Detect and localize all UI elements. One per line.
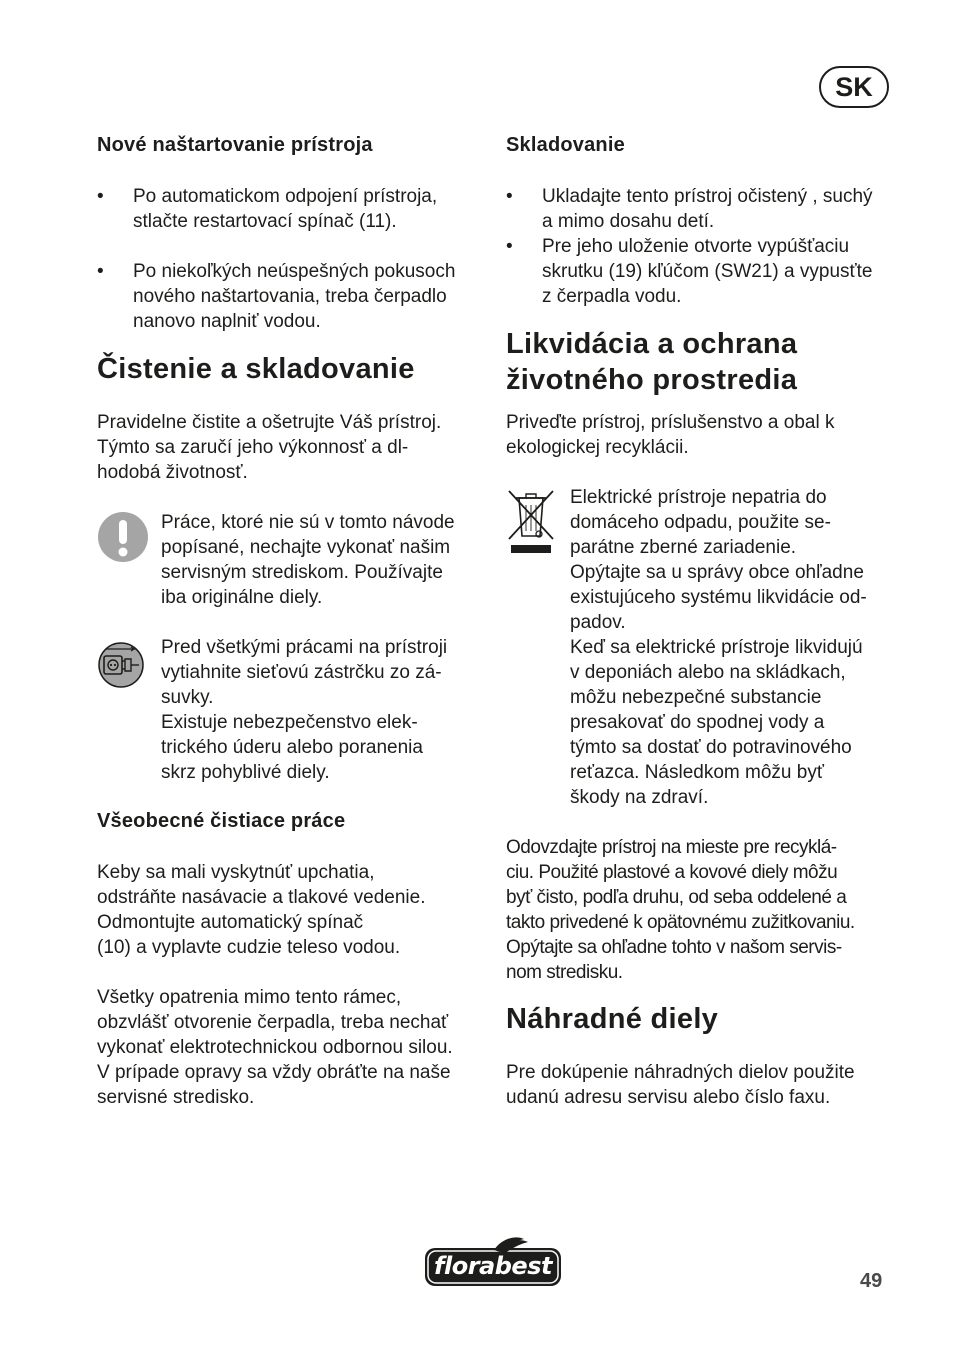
restart-bullet-2: • Po niekoľkých neúspešných pokusoch nového naštartovania, treba čerpadlo nanovo naplniť vodou. — [97, 261, 456, 332]
unplug-icon — [98, 642, 144, 688]
storage-heading: Skladovanie — [506, 134, 625, 156]
page-number: 49 — [860, 1270, 883, 1292]
crossed-bin-icon — [506, 488, 556, 556]
restart-bullet-1: • Po automatickom odpojení prístroja, stlačte restartovací spínač (11). — [97, 186, 438, 232]
logo-wordmark: florabest — [434, 1252, 552, 1280]
exclamation-icon — [98, 512, 148, 562]
weee-note: Elektrické prístroje nepatria do domáceho odpadu, použite se- parátne zberné zariadenie. Opýtajte sa u správy obce ohľadne existujúceho systému likvidácie od- padov. Keď sa elektrické prístroje likvidujú v deponiách alebo na skládkach, môžu nebezpečné substancie presakovať do spodnej vody a týmto sa dostať do potravinového reťazca. Následkom môžu byť škody na zdraví. — [570, 487, 867, 808]
storage-bullet-1: • Ukladajte tento prístroj očistený , suchý a mimo dosahu detí. — [506, 186, 873, 232]
spare-parts-text: Pre dokúpenie náhradných dielov použite udanú adresu servisu alebo číslo faxu. — [506, 1062, 855, 1108]
cleaning-title: Čistenie a skladovanie — [97, 353, 415, 385]
disposal-intro: Priveďte prístroj, príslušenstvo a obal k ekologickej recyklácii. — [506, 412, 835, 458]
general-cleaning-heading: Všeobecné čistiace práce — [97, 810, 346, 832]
warning-note: Práce, ktoré nie sú v tomto návode popísané, nechajte vykonať našim servisným strediskom. Používajte iba originálne diely. — [161, 512, 455, 608]
language-badge: SK — [819, 66, 889, 108]
spare-parts-title: Náhradné diely — [506, 1003, 719, 1035]
cleaning-intro: Pravidelne čistite a ošetrujte Váš prístroj. Týmto sa zaručí jeho výkonnosť a dl- hodobá životnosť. — [97, 412, 442, 483]
recycling-note: Odovzdajte prístroj na mieste pre recyklá- ciu. Použité plastové a kovové diely môžu byť čisto, podľa druhu, od seba oddelené a takto privedené k opätovnému zužitkovaniu. Opýtajte sa ohľadne tohto v našom servis- nom stredisku. — [506, 837, 855, 983]
restart-heading: Nové naštartovanie prístroja — [97, 134, 373, 156]
disposal-title: Likvidácia a ochrana životného prostredia — [506, 328, 798, 396]
storage-bullet-2: • Pre jeho uloženie otvorte vypúšťaciu skrutku (19) kľúčom (SW21) a vypusťte z čerpadla vodu. — [506, 236, 873, 307]
general-cleaning-para-1: Keby sa mali vyskytnúť upchatia, odstráňte nasávacie a tlakové vedenie. Odmontujte automatický spínač (10) a vyplavte cudzie teleso vodou. — [97, 862, 426, 958]
general-cleaning-para-2: Všetky opatrenia mimo tento rámec, obzvlášť otvorenie čerpadla, treba nechať vykonať elektrotechnickou odbornou silou. V prípade opravy sa vždy obráťte na naše servisné stredisko. — [97, 987, 453, 1108]
unplug-note: Pred všetkými prácami na prístroji vytiahnite sieťovú zástrčku zo zá- suvky. Existuje nebezpečenstvo elek- trického úderu alebo poranenia skrz pohyblivé diely. — [161, 637, 448, 783]
florabest-logo — [424, 1236, 562, 1290]
